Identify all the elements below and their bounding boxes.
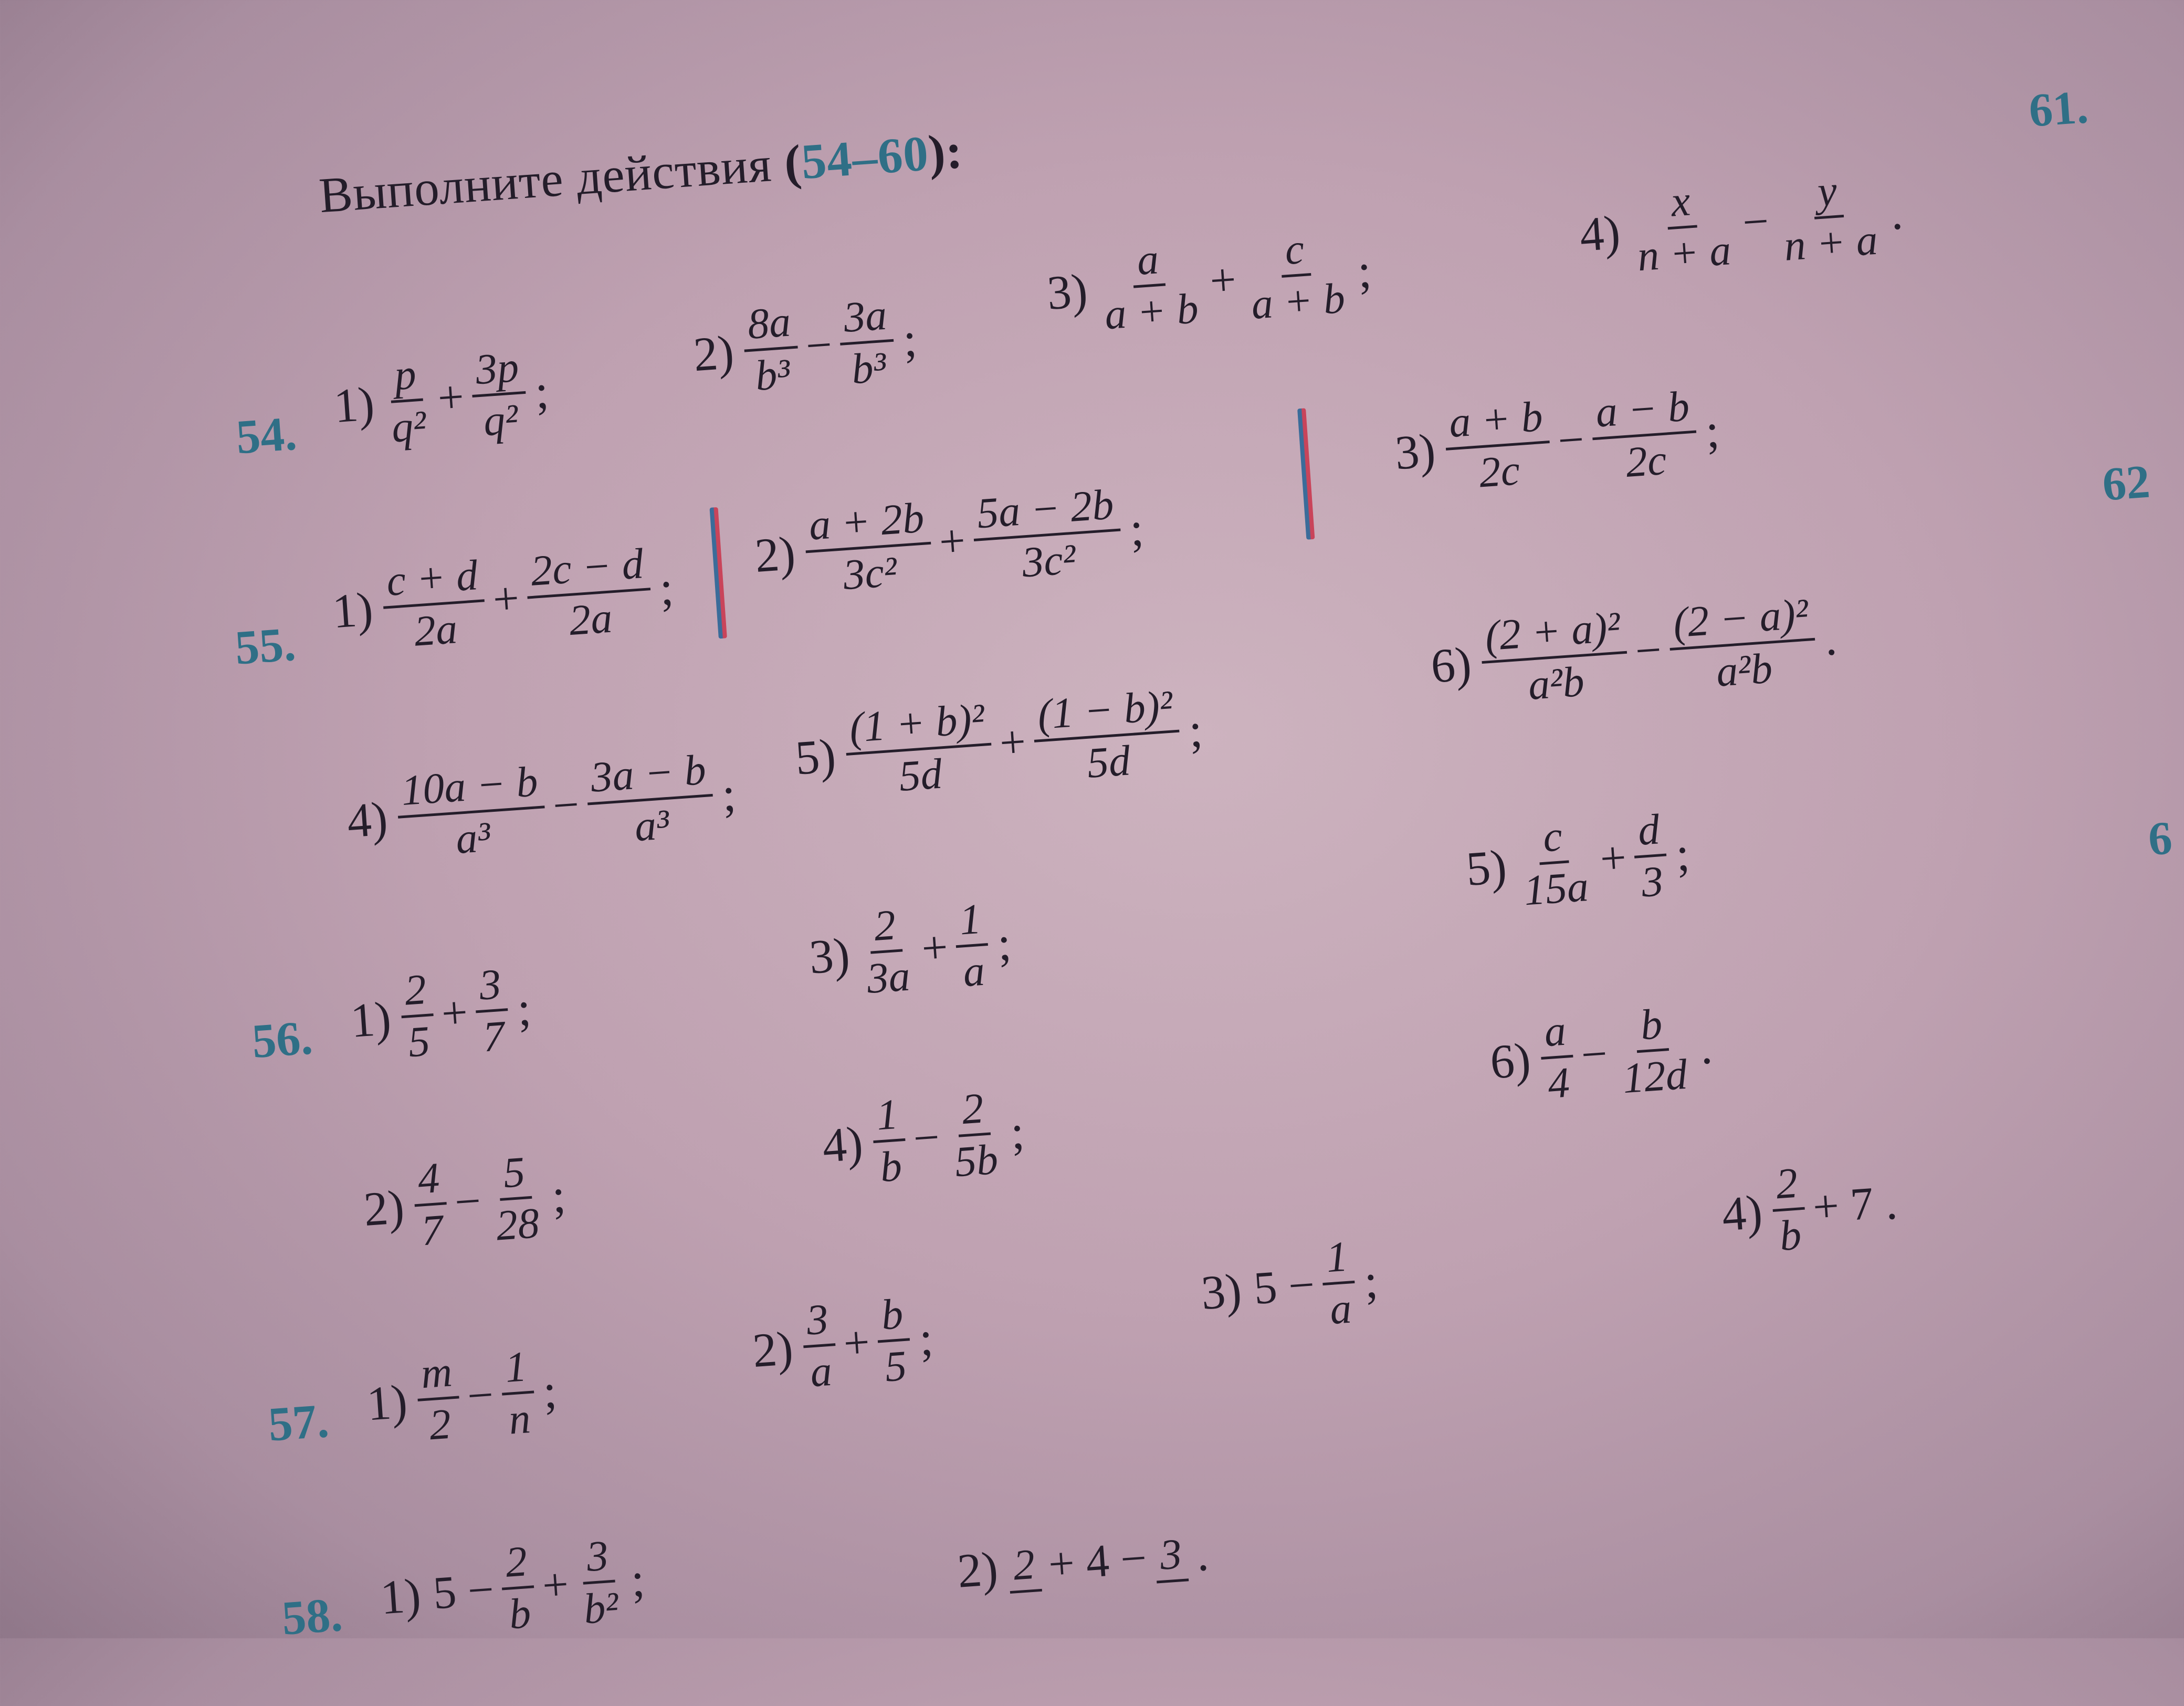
end-punctuation: ;	[515, 981, 533, 1036]
problem-54-item-2	[690, 288, 920, 405]
fraction	[380, 550, 488, 659]
end-punctuation: ;	[550, 1168, 568, 1223]
operator: +	[842, 1316, 872, 1370]
numerator: 1	[498, 1342, 534, 1396]
end-punctuation: ;	[1128, 501, 1146, 556]
numerator: 5	[496, 1147, 532, 1201]
heading-text: Выполните действия	[317, 136, 774, 224]
denominator: n + a	[1635, 226, 1733, 280]
denominator: 4	[1546, 1058, 1571, 1108]
denominator: n	[507, 1394, 532, 1444]
problem-number-56: 56.	[250, 1010, 314, 1069]
numerator: d	[1631, 804, 1667, 859]
item-label: 5)	[793, 728, 838, 785]
numerator: 2	[1006, 1539, 1042, 1593]
numerator: c	[1278, 224, 1311, 278]
end-punctuation: ;	[901, 312, 919, 367]
end-punctuation: ;	[1187, 703, 1204, 757]
numerator: 5a − 2b	[970, 479, 1121, 542]
operator: +	[920, 922, 950, 975]
end-punctuation: ;	[541, 1364, 559, 1418]
end-punctuation: .	[1883, 1175, 1899, 1230]
edge-problem-number: 6	[2146, 812, 2174, 866]
fraction	[1006, 1539, 1042, 1593]
problem-55-item-4	[344, 743, 739, 872]
fraction	[800, 1294, 838, 1397]
denominator: a³	[454, 813, 492, 863]
fraction	[1627, 173, 1738, 282]
problem-54-item-4	[1576, 161, 1906, 285]
problem-58-item-1	[377, 1529, 648, 1648]
numerator: 2	[867, 900, 903, 954]
operator: +	[436, 371, 466, 424]
denominator: q²	[481, 395, 520, 445]
denominator: 28	[494, 1199, 541, 1250]
fraction	[1442, 391, 1553, 500]
denominator: 2	[427, 1399, 453, 1449]
fraction	[1589, 381, 1699, 490]
denominator: 3a	[865, 951, 912, 1003]
numerator: 8a	[741, 297, 798, 352]
denominator: 5b	[953, 1135, 1000, 1186]
problem-56-item-4	[819, 1081, 1027, 1196]
numerator: 3a	[837, 290, 894, 346]
denominator: a + b	[1250, 274, 1347, 329]
end-punctuation: .	[1194, 1526, 1211, 1582]
denominator: 7	[481, 1012, 507, 1061]
fraction	[875, 1289, 914, 1392]
problem-58-item-2	[956, 1526, 1210, 1599]
item-label: 2)	[753, 526, 797, 582]
operator: −	[453, 1175, 483, 1229]
fraction	[944, 1082, 1005, 1187]
operator: +	[439, 987, 470, 1040]
fraction	[1631, 804, 1670, 908]
edge-problem-number: 61.	[2027, 81, 2090, 137]
numerator: (2 + a)²	[1478, 602, 1628, 664]
denominator: 2a	[412, 604, 459, 655]
numerator: 3	[800, 1294, 835, 1348]
end-punctuation: ;	[995, 916, 1013, 971]
denominator: 2a	[568, 593, 614, 645]
problem-57-item-2	[749, 1287, 937, 1401]
numerator: (1 + b)²	[843, 694, 992, 756]
fraction	[837, 290, 897, 395]
item-label: 4)	[345, 791, 390, 848]
end-punctuation: ;	[917, 1311, 935, 1366]
numerator: a + 2b	[802, 493, 931, 553]
fraction	[381, 349, 433, 453]
item-label: 1)	[365, 1374, 409, 1431]
fraction	[1153, 1529, 1189, 1583]
denominator: 3c²	[842, 547, 899, 599]
column-divider	[709, 507, 727, 639]
problem-56-item-3	[806, 892, 1014, 1008]
trailing-term: + 7	[1811, 1178, 1875, 1233]
heading-range: 54–60	[799, 125, 931, 190]
problem-55-item-1	[329, 537, 677, 662]
fraction	[486, 1146, 546, 1251]
denominator: b	[878, 1142, 904, 1191]
fraction	[398, 964, 437, 1067]
problem-56-item-1	[347, 957, 534, 1071]
problem-number-54: 54.	[234, 406, 299, 464]
heading-open-paren: (	[782, 134, 804, 191]
item-label: 6)	[1488, 1032, 1532, 1089]
fraction	[952, 894, 991, 997]
numerator: b	[875, 1289, 910, 1343]
fraction	[1537, 1006, 1576, 1109]
fraction	[869, 1089, 908, 1192]
numerator: b	[1634, 999, 1670, 1053]
denominator: a	[808, 1347, 834, 1396]
item-label: 3)	[1199, 1263, 1244, 1320]
problem-57-item-3	[1198, 1230, 1381, 1344]
item-label: 1)	[332, 376, 376, 433]
denominator: n + a	[1782, 215, 1880, 270]
fraction	[573, 1530, 625, 1635]
end-punctuation: ;	[1704, 403, 1721, 458]
problem-number-57: 57.	[266, 1393, 331, 1451]
numerator: (1 − b)²	[1031, 681, 1180, 742]
numerator: c	[1536, 811, 1569, 865]
numerator: 1	[869, 1089, 905, 1143]
fraction	[970, 479, 1124, 591]
numerator: m	[414, 1347, 459, 1402]
item-label: 3)	[807, 927, 852, 984]
denominator: 7	[419, 1206, 445, 1255]
item-label: 2)	[751, 1321, 795, 1377]
item-label: 1)	[330, 582, 375, 639]
item-label: 2)	[956, 1541, 1000, 1598]
denominator: 5d	[1085, 736, 1132, 788]
end-punctuation: ;	[720, 767, 738, 822]
operator: −	[911, 1112, 941, 1165]
fraction	[499, 1536, 538, 1640]
numerator: (2 − a)²	[1666, 589, 1815, 651]
operator: +	[491, 573, 521, 626]
denominator: 2c	[1477, 446, 1521, 497]
problem-56-item-6	[1487, 996, 1716, 1113]
fraction	[394, 756, 548, 868]
item-label: 6)	[1429, 636, 1473, 693]
column-divider	[1297, 408, 1315, 540]
fraction	[1514, 810, 1595, 916]
problem-55-item-6	[1427, 587, 1840, 717]
numerator: 2c − d	[524, 538, 650, 599]
fraction	[584, 745, 716, 855]
item-label: 3)	[1045, 263, 1089, 320]
end-punctuation: ;	[1674, 826, 1692, 881]
operator: +	[1598, 832, 1628, 885]
denominator: a³	[633, 800, 671, 851]
denominator: 5	[883, 1342, 908, 1391]
operator: −	[1556, 414, 1586, 467]
operator: −	[804, 319, 834, 372]
trailing-term: + 4 −	[1046, 1532, 1149, 1590]
numerator: 1	[1319, 1231, 1355, 1285]
item-label: 5)	[1464, 839, 1508, 896]
denominator: a²b	[1526, 657, 1586, 709]
denominator: b	[1778, 1210, 1803, 1260]
operator: −	[1579, 1028, 1609, 1081]
end-punctuation: ;	[533, 364, 551, 419]
operator: +	[937, 515, 968, 568]
denominator: 12d	[1621, 1050, 1689, 1103]
fraction	[414, 1347, 463, 1451]
denominator: 5	[406, 1017, 432, 1066]
fraction	[1094, 232, 1205, 340]
problem-54-item-1	[330, 340, 552, 457]
operator: −	[465, 1369, 496, 1422]
fraction	[1773, 163, 1884, 271]
numerator: 3	[1153, 1529, 1189, 1583]
numerator: 10a − b	[394, 756, 545, 819]
problem-56-item-2	[360, 1145, 569, 1260]
end-punctuation: ;	[1362, 1253, 1380, 1309]
numerator: y	[1811, 165, 1844, 219]
leading-term: 5 −	[431, 1564, 496, 1619]
denominator: b³	[850, 343, 888, 393]
problem-54-item-3	[1044, 219, 1375, 343]
fraction	[1241, 221, 1351, 330]
fraction	[1666, 589, 1819, 700]
denominator: a²b	[1715, 644, 1774, 696]
fraction	[802, 493, 934, 603]
fraction	[843, 694, 995, 805]
item-label: 3)	[1393, 423, 1437, 480]
fraction	[498, 1342, 537, 1445]
problem-55-item-5	[792, 679, 1206, 809]
item-label: 1)	[349, 991, 393, 1048]
end-punctuation: ;	[1356, 243, 1373, 298]
denominator: a	[1328, 1284, 1353, 1334]
problem-55-item-3	[1392, 380, 1723, 504]
item-label: 1)	[379, 1568, 423, 1625]
item-label: 4)	[1720, 1185, 1765, 1241]
operator: −	[1741, 196, 1771, 249]
problem-number-55: 55.	[233, 616, 298, 675]
fraction	[1612, 997, 1694, 1104]
item-label: 4)	[1578, 205, 1622, 261]
item-label: 2)	[691, 325, 736, 382]
denominator: 3	[1640, 857, 1665, 907]
problem-57-item-4	[1718, 1152, 1900, 1265]
problem-55-item-2	[751, 478, 1147, 606]
item-label: 2)	[362, 1179, 406, 1236]
numerator: a	[1130, 234, 1166, 288]
numerator: a	[1537, 1006, 1573, 1060]
numerator: 1	[952, 894, 988, 948]
numerator: 2	[955, 1083, 991, 1137]
edge-problem-number: 62	[2101, 455, 2152, 511]
denominator: q²	[390, 401, 428, 452]
end-punctuation: .	[1822, 611, 1839, 666]
end-punctuation: ;	[658, 561, 675, 615]
operator: +	[540, 1559, 571, 1612]
end-punctuation: ;	[1009, 1104, 1026, 1159]
fraction	[469, 342, 529, 447]
exercise-heading	[317, 122, 964, 224]
end-punctuation: .	[1698, 1020, 1714, 1074]
numerator: 3	[580, 1531, 615, 1585]
denominator: 5d	[897, 749, 944, 801]
operator: +	[1208, 254, 1238, 307]
fraction	[1769, 1158, 1808, 1261]
fraction	[856, 899, 917, 1004]
item-label: 4)	[821, 1116, 865, 1173]
numerator: a − b	[1589, 381, 1696, 441]
denominator: 2c	[1624, 436, 1668, 487]
operator: −	[551, 779, 581, 832]
numerator: 3	[472, 959, 508, 1013]
fraction	[1478, 602, 1631, 713]
fraction	[741, 297, 801, 402]
denominator: 15a	[1522, 862, 1590, 915]
fraction	[411, 1153, 450, 1256]
denominator: b²	[582, 1583, 620, 1633]
numerator: 3p	[469, 342, 526, 397]
numerator: x	[1664, 176, 1697, 230]
denominator: b	[507, 1589, 532, 1638]
denominator: 3c²	[1020, 535, 1077, 587]
fraction	[1319, 1231, 1358, 1335]
problem-number-58: 58.	[280, 1587, 344, 1645]
numerator: a + b	[1442, 391, 1550, 451]
problem-56-item-5	[1463, 803, 1693, 920]
denominator: a + b	[1103, 284, 1200, 339]
operator: −	[1633, 624, 1663, 677]
numerator: 2	[398, 964, 434, 1018]
numerator: c + d	[380, 550, 485, 610]
operator: +	[998, 716, 1028, 769]
numerator: 2	[1769, 1158, 1805, 1212]
leading-term: 5 −	[1252, 1259, 1317, 1315]
denominator: a	[961, 946, 986, 996]
end-punctuation: ;	[629, 1552, 647, 1607]
end-punctuation: .	[1888, 185, 1905, 240]
numerator: p	[387, 349, 423, 403]
fraction	[524, 538, 654, 648]
problem-57-item-1	[363, 1340, 560, 1454]
heading-close-paren: ):	[926, 122, 965, 181]
fraction	[472, 959, 511, 1062]
numerator: 2	[499, 1536, 534, 1590]
denominator: b³	[753, 350, 792, 400]
numerator: 3a − b	[584, 745, 713, 805]
numerator: 4	[411, 1153, 447, 1207]
fraction	[1031, 681, 1183, 792]
